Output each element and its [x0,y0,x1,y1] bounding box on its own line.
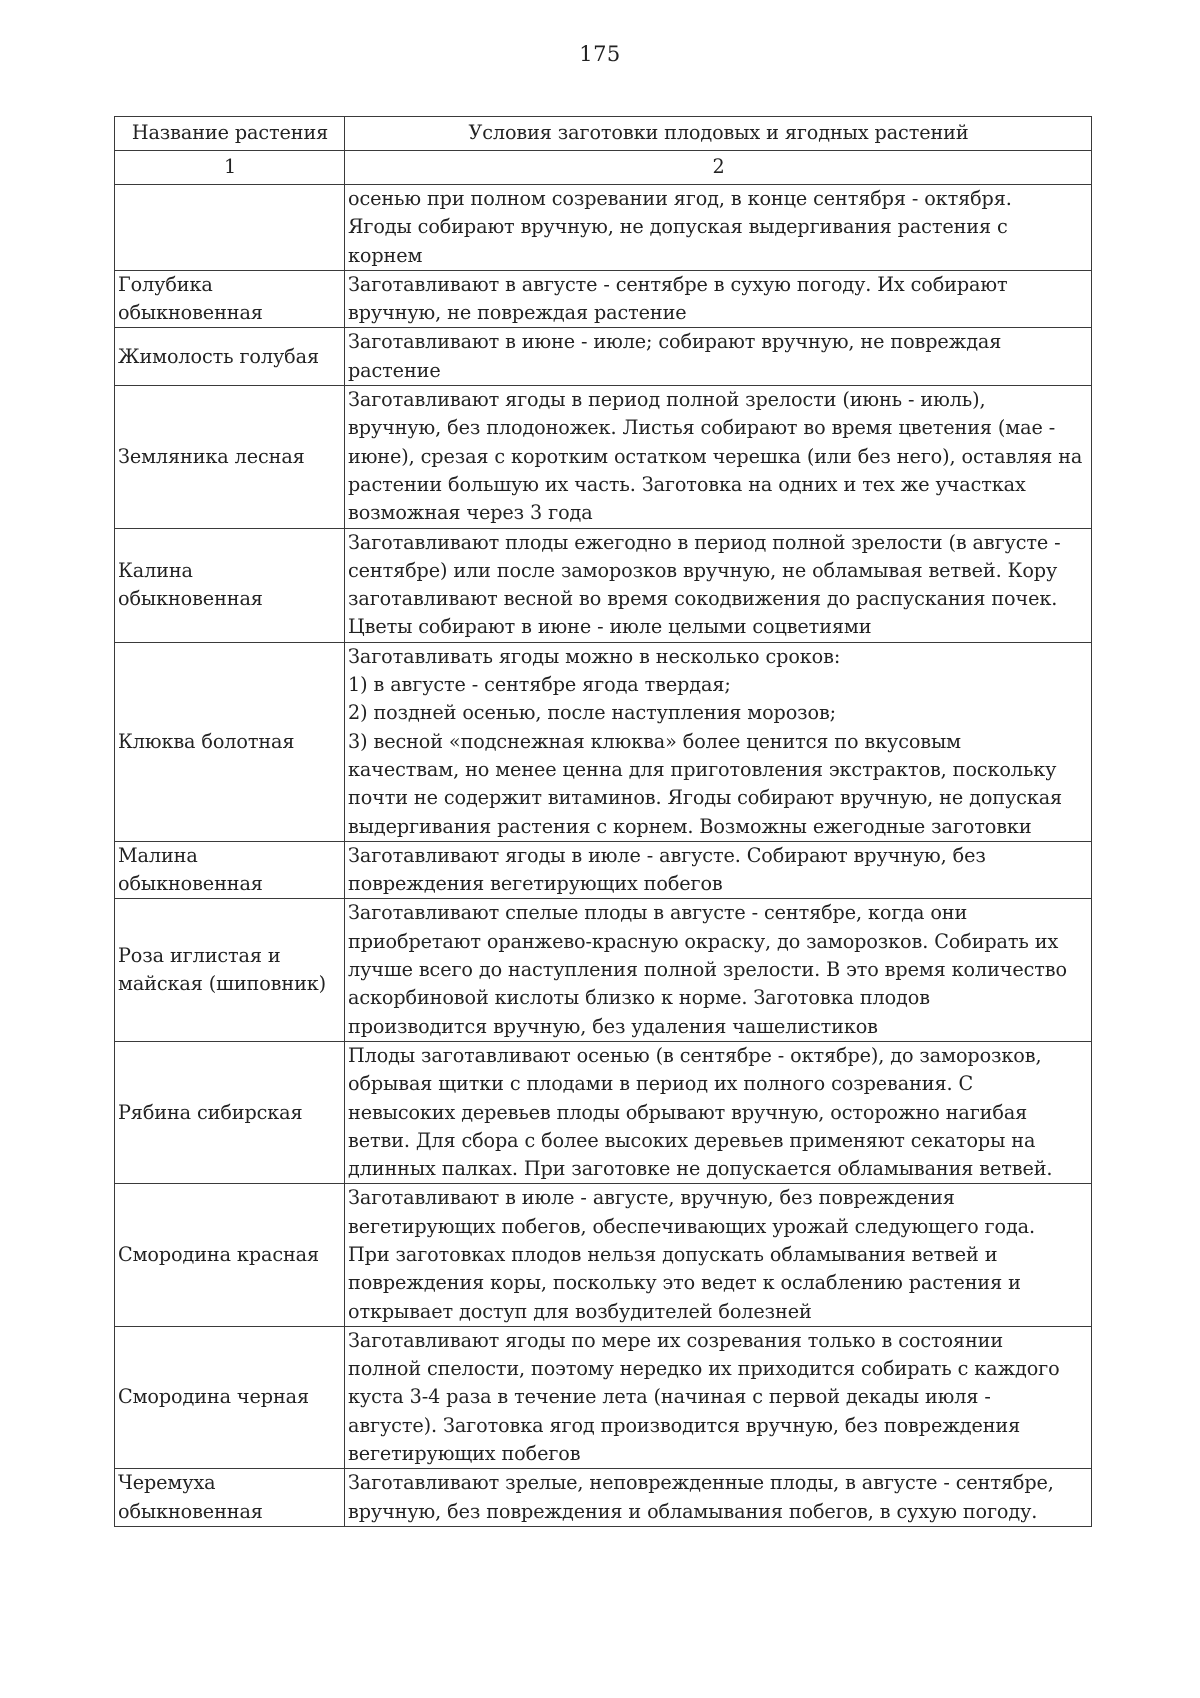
plant-name-cell: Земляника лесная [115,386,345,528]
harvest-conditions-cell: Заготавливают ягоды в период полной зрелости (июнь - июль), вручную, без плодоножек. Листья собирают во время цветения (мае - июне), срезая с коротким остатком черешка (или без него), оставляя на растении большую их часть. Заготовка на одних и тех же участках возможная через 3 года [345,386,1092,528]
table-row [115,1041,1092,1183]
table-row [115,841,1092,899]
harvest-conditions-cell: Заготавливают спелые плоды в августе - сентябре, когда они приобретают оранжево-красную окраску, до заморозков. Собирать их лучше всего до наступления полной зрелости. В это время количество аскорбиновой кислоты близко к норме. Заготовка плодов производится вручную, без удаления чашелистиков [345,899,1092,1041]
harvest-conditions-cell: Заготавливают зрелые, неповрежденные плоды, в августе - сентябре, вручную, без повреждения и обламывания побегов, в сухую погоду. [345,1469,1092,1527]
harvest-conditions-cell: Заготавливают ягоды по мере их созревания только в состоянии полной спелости, поэтому нередко их приходится собирать с каждого куста 3-4 раза в течение лета (начиная с первой декады июля - августе). Заготовка ягод производится вручную, без повреждения вегетирующих побегов [345,1326,1092,1468]
plant-name-cell: Малина обыкновенная [115,841,345,899]
plant-name-cell [115,185,345,271]
harvest-conditions-cell: осенью при полном созревании ягод, в конце сентября - октября. Ягоды собирают вручную, не допуская выдергивания растения с корнем [345,185,1092,271]
harvest-conditions-cell: Заготавливать ягоды можно в несколько сроков: 1) в августе - сентябре ягода твердая; 2) поздней осенью, после наступления морозов; 3) весной «подснежная клюква» более ценится по вкусовым качествам, но менее ценна для приготовления экстрактов, поскольку почти не содержит витаминов. Ягоды собирают вручную, не допуская выдергивания растения с корнем. Возможны ежегодные заготовки [345,642,1092,841]
table-row [115,528,1092,642]
harvest-conditions-cell: Заготавливают ягоды в июле - августе. Собирают вручную, без повреждения вегетирующих побегов [345,841,1092,899]
table-row [115,642,1092,841]
table-row [115,1326,1092,1468]
plant-name-cell: Калина обыкновенная [115,528,345,642]
header-plant-name: Название растения [115,117,345,151]
column-number-row [115,151,1092,185]
table-row [115,185,1092,271]
harvest-conditions-cell: Заготавливают в июне - июле; собирают вручную, не повреждая растение [345,328,1092,386]
harvest-conditions-cell: Заготавливают в августе - сентябре в сухую погоду. Их собирают вручную, не повреждая растение [345,270,1092,328]
harvest-conditions-table [114,116,1092,1527]
table-row [115,270,1092,328]
plant-name-cell: Черемуха обыкновенная [115,1469,345,1527]
column-number-2: 2 [345,151,1092,185]
plant-name-cell: Смородина черная [115,1326,345,1468]
harvest-conditions-cell: Заготавливают плоды ежегодно в период полной зрелости (в августе - сентябре) или после заморозков вручную, не обламывая ветвей. Кору заготавливают весной во время сокодвижения до распускания почек. Цветы собирают в июне - июле целыми соцветиями [345,528,1092,642]
table-row [115,899,1092,1041]
table-row [115,1184,1092,1326]
table-body [115,185,1092,1527]
plant-name-cell: Клюква болотная [115,642,345,841]
table-row [115,386,1092,528]
plant-name-cell: Роза иглистая и майская (шиповник) [115,899,345,1041]
header-harvest-conditions: Условия заготовки плодовых и ягодных растений [345,117,1092,151]
harvest-conditions-cell: Заготавливают в июле - августе, вручную, без повреждения вегетирующих побегов, обеспечивающих урожай следующего года. При заготовках плодов нельзя допускать обламывания ветвей и повреждения коры, поскольку это ведет к ослаблению растения и открывает доступ для возбудителей болезней [345,1184,1092,1326]
column-number-1: 1 [115,151,345,185]
harvest-conditions-cell: Плоды заготавливают осенью (в сентябре - октябре), до заморозков, обрывая щитки с плодами в период их полного созревания. С невысоких деревьев плоды обрывают вручную, осторожно нагибая ветви. Для сбора с более высоких деревьев применяют секаторы на длинных палках. При заготовке не допускается обламывания ветвей. [345,1041,1092,1183]
table-header-row [115,117,1092,151]
table-row [115,1469,1092,1527]
page-number: 175 [579,42,621,66]
plant-name-cell: Голубика обыкновенная [115,270,345,328]
table-row [115,328,1092,386]
plant-name-cell: Смородина красная [115,1184,345,1326]
plant-name-cell: Жимолость голубая [115,328,345,386]
plant-name-cell: Рябина сибирская [115,1041,345,1183]
